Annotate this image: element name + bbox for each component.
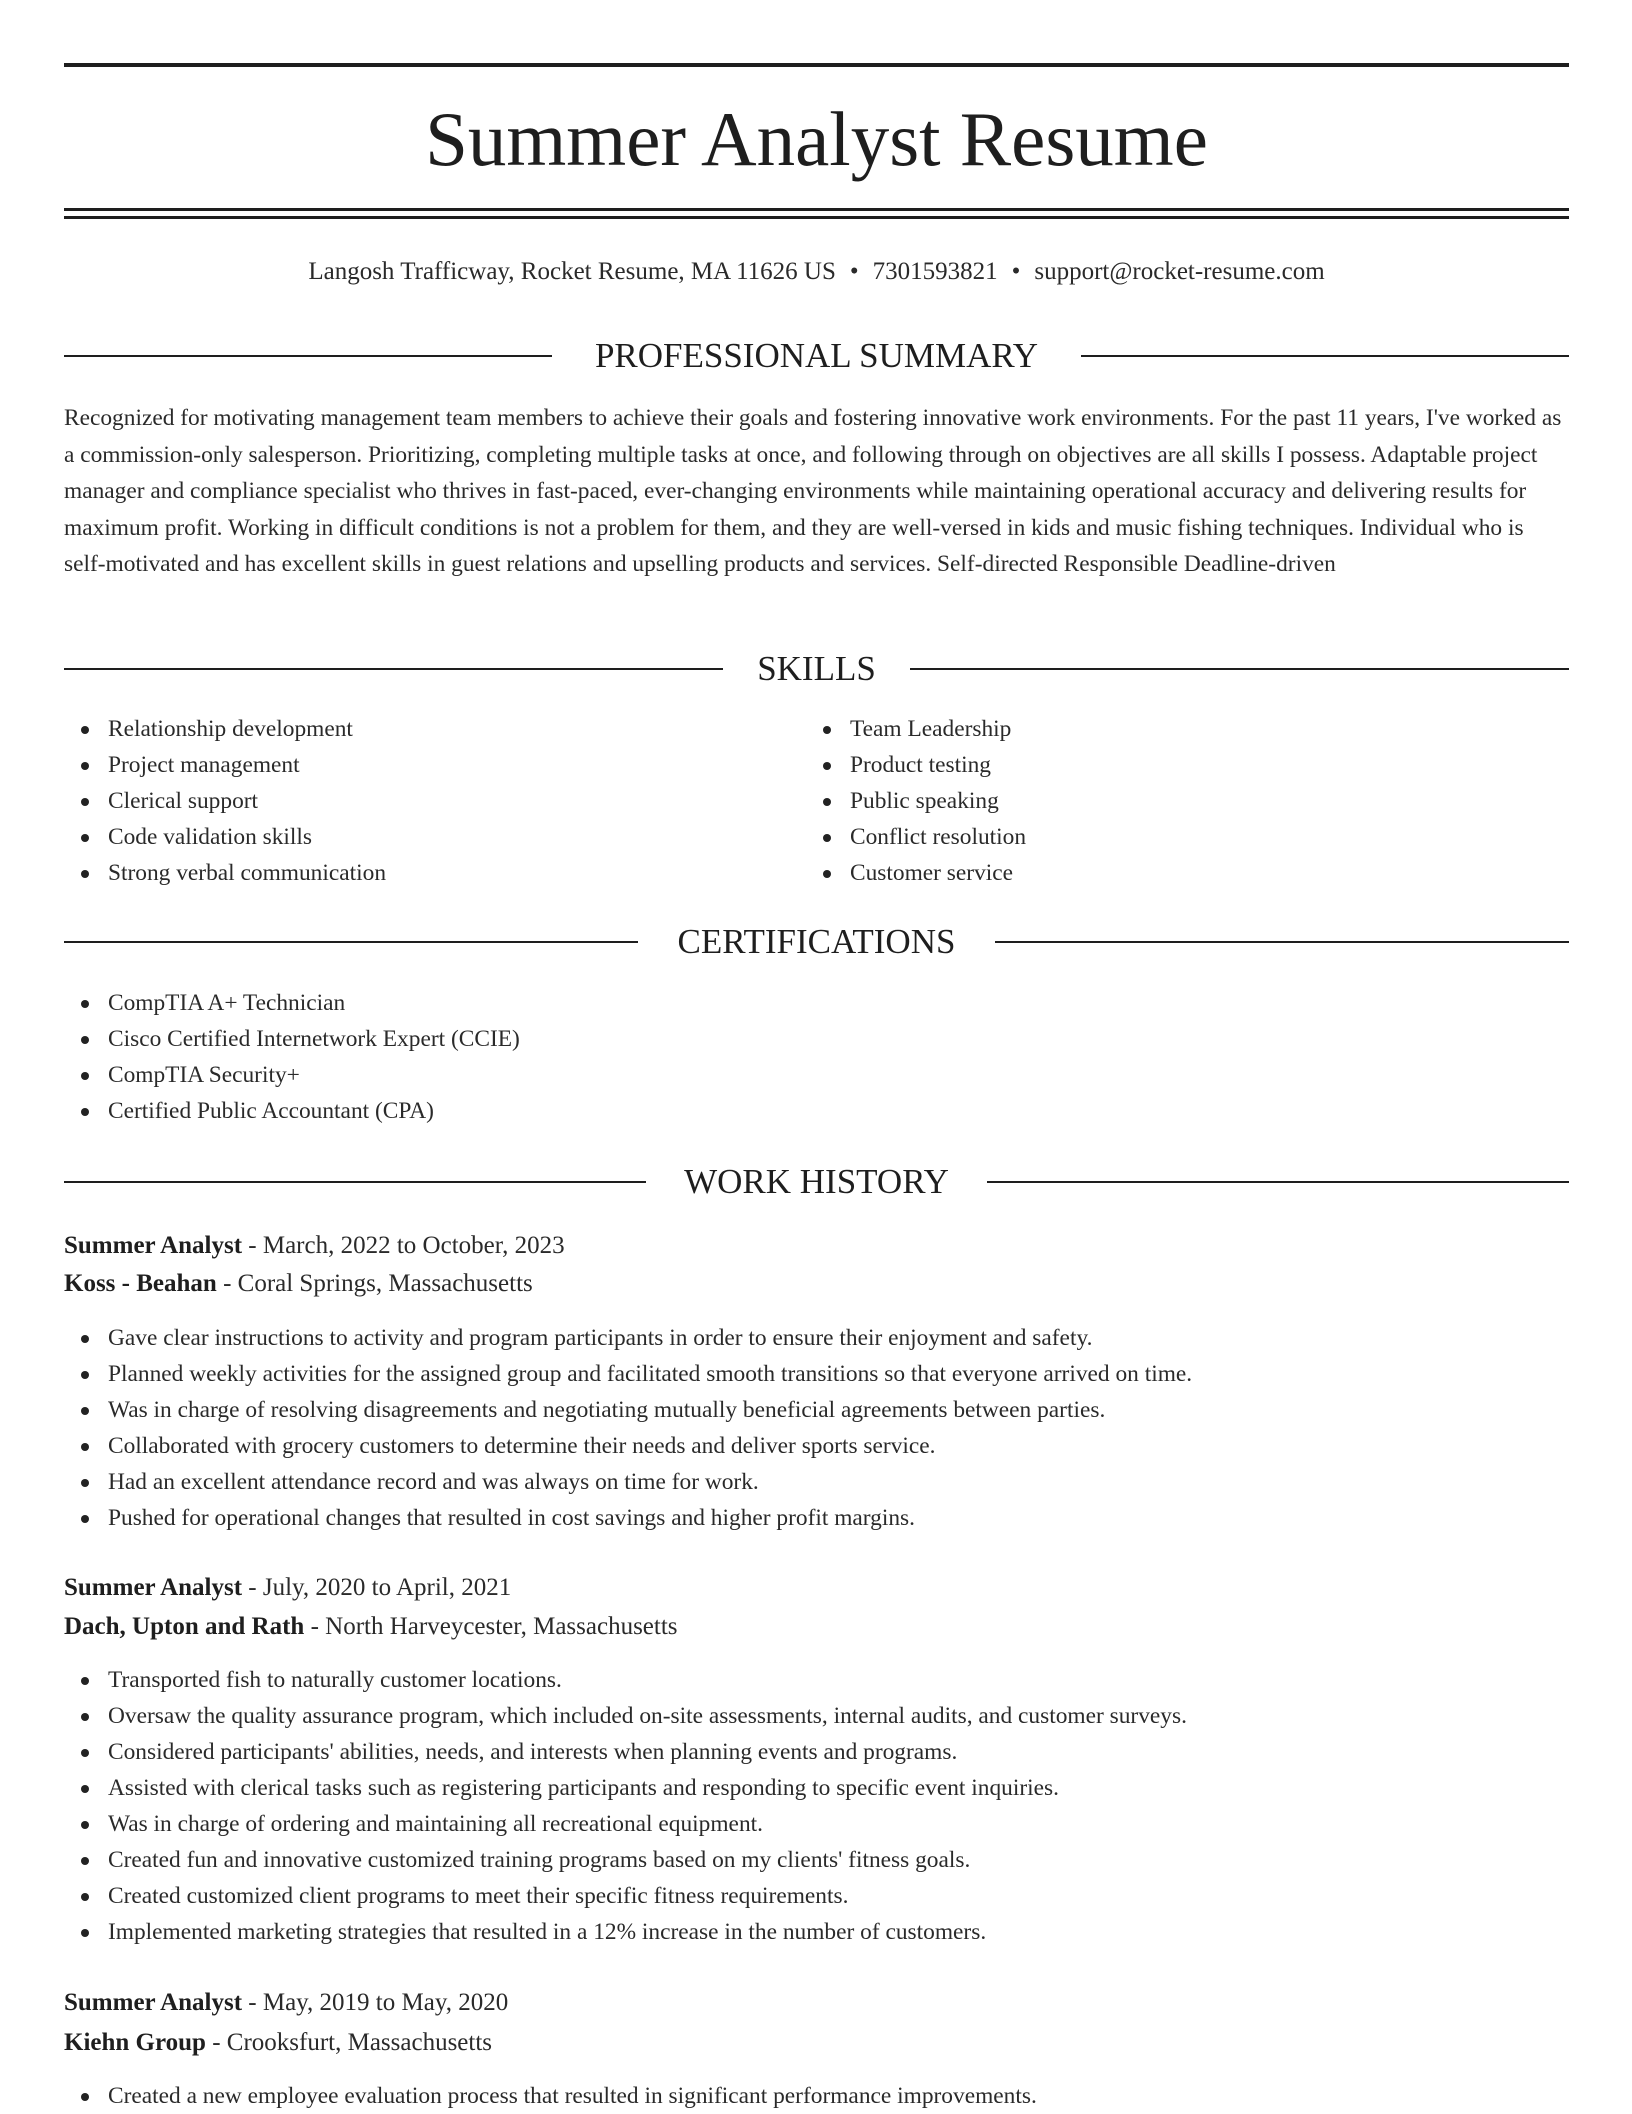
job-duty-item: Collaborated with grocery customers to determine their needs and deliver sports service. (108, 1428, 1568, 1464)
section-divider (995, 941, 1569, 943)
job-duty-item: Created customized client programs to meet their specific fitness requirements. (108, 1878, 1568, 1914)
job-duty-item: Had an excellent attendance record and was always on time for work. (108, 1464, 1568, 1500)
job-duty-item: Was in charge of ordering and maintaining all recreational equipment. (108, 1806, 1568, 1842)
job-company-line (64, 2024, 492, 2062)
section-divider (1081, 355, 1569, 357)
section-title: WORK HISTORY (684, 1162, 949, 1201)
section-header-work-history (64, 1158, 1569, 1206)
certification-item: Cisco Certified Internetwork Expert (CCIE) (108, 1021, 1508, 1057)
job-duty-item: Planned weekly activities for the assigned group and facilitated smooth transitions so that everyone arrived on time. (108, 1356, 1568, 1392)
title-bottom-rule (64, 208, 1569, 211)
job-title-line (64, 1227, 565, 1265)
skill-item: Clerical support (108, 783, 808, 819)
skill-item: Public speaking (850, 783, 1550, 819)
job-duties-list (64, 2078, 1568, 2114)
contact-line (64, 253, 1569, 291)
contact-phone: 7301593821 (872, 258, 998, 285)
certification-item: CompTIA A+ Technician (108, 985, 1508, 1021)
skill-item: Relationship development (108, 711, 808, 747)
section-title: SKILLS (757, 649, 876, 688)
contact-address: Langosh Trafficway, Rocket Resume, MA 11626 US (308, 258, 836, 285)
job-location: - North Harveycester, Massachusetts (304, 1613, 678, 1640)
certifications-list (64, 985, 1508, 1129)
job-duty-item: Oversaw the quality assurance program, which included on-site assessments, internal audits, and customer surveys. (108, 1698, 1568, 1734)
skill-item: Team Leadership (850, 711, 1550, 747)
job-duties-list (64, 1662, 1568, 1950)
contact-email: support@rocket-resume.com (1034, 258, 1325, 285)
job-company: Kiehn Group (64, 2029, 206, 2056)
skills-list-left (64, 711, 808, 891)
job-title-line (64, 1984, 508, 2022)
skill-item: Conflict resolution (850, 819, 1550, 855)
section-header-skills (64, 645, 1569, 693)
job-duties-list (64, 1320, 1568, 1536)
contact-separator: • (849, 258, 859, 285)
title-top-rule (64, 63, 1569, 67)
job-duty-item: Gave clear instructions to activity and program participants in order to ensure their enjoyment and safety. (108, 1320, 1568, 1356)
job-duty-item: Pushed for operational changes that resulted in cost savings and higher profit margins. (108, 1500, 1568, 1536)
job-title: Summer Analyst (64, 1574, 243, 1601)
skill-item: Product testing (850, 747, 1550, 783)
job-duty-item: Implemented marketing strategies that resulted in a 12% increase in the number of customers. (108, 1914, 1568, 1950)
section-divider (910, 668, 1569, 670)
job-title: Summer Analyst (64, 1989, 243, 2016)
job-company-line (64, 1265, 533, 1303)
job-title-line (64, 1569, 511, 1607)
contact-separator: • (1011, 258, 1021, 285)
skill-item: Project management (108, 747, 808, 783)
resume-title: Summer Analyst Resume (425, 96, 1208, 182)
job-duty-item: Assisted with clerical tasks such as registering participants and responding to specific event inquiries. (108, 1770, 1568, 1806)
section-header-certifications (64, 918, 1569, 966)
skill-item: Strong verbal communication (108, 855, 808, 891)
title-bottom-rule-2 (64, 216, 1569, 219)
section-title: CERTIFICATIONS (677, 922, 956, 961)
job-duty-item: Considered participants' abilities, needs, and interests when planning events and programs. (108, 1734, 1568, 1770)
job-dates: - July, 2020 to April, 2021 (242, 1574, 512, 1601)
job-company-line (64, 1608, 678, 1646)
job-duty-item: Transported fish to naturally customer locations. (108, 1662, 1568, 1698)
section-header-summary (64, 332, 1569, 380)
job-company: Koss - Beahan (64, 1270, 217, 1297)
skill-item: Customer service (850, 855, 1550, 891)
skills-list-right (806, 711, 1550, 891)
section-title: PROFESSIONAL SUMMARY (594, 336, 1039, 375)
skill-item: Code validation skills (108, 819, 808, 855)
certification-item: Certified Public Accountant (CPA) (108, 1093, 1508, 1129)
job-duty-item: Created fun and innovative customized training programs based on my clients' fitness goals. (108, 1842, 1568, 1878)
job-dates: - March, 2022 to October, 2023 (242, 1232, 565, 1259)
job-duty-item: Created a new employee evaluation process that resulted in significant performance improvements. (108, 2078, 1568, 2114)
certification-item: CompTIA Security+ (108, 1057, 1508, 1093)
section-divider (987, 1181, 1569, 1183)
job-company: Dach, Upton and Rath (64, 1613, 305, 1640)
job-dates: - May, 2019 to May, 2020 (242, 1989, 509, 2016)
job-title: Summer Analyst (64, 1232, 243, 1259)
job-duty-item: Was in charge of resolving disagreements and negotiating mutually beneficial agreements between parties. (108, 1392, 1568, 1428)
job-location: - Crooksfurt, Massachusetts (205, 2029, 493, 2056)
job-location: - Coral Springs, Massachusetts (216, 1270, 533, 1297)
summary-text: Recognized for motivating management team members to achieve their goals and fostering innovative work environments. For the past 11 years, I've worked as a commission-only salesperson. Prioritizing, completing multiple tasks at once, and following through on objectives are all skills I possess. Adaptable project manager and compliance specialist who thrives in fast-paced, ever-changing environments while maintaining operational accuracy and delivering results for maximum profit. Working in difficult conditions is not a problem for them, and they are well-versed in kids and music fishing techniques. Individual who is self-motivated and has excellent skills in guest relations and upselling products and services. Self-directed Responsible Deadline-driven (64, 405, 1562, 577)
